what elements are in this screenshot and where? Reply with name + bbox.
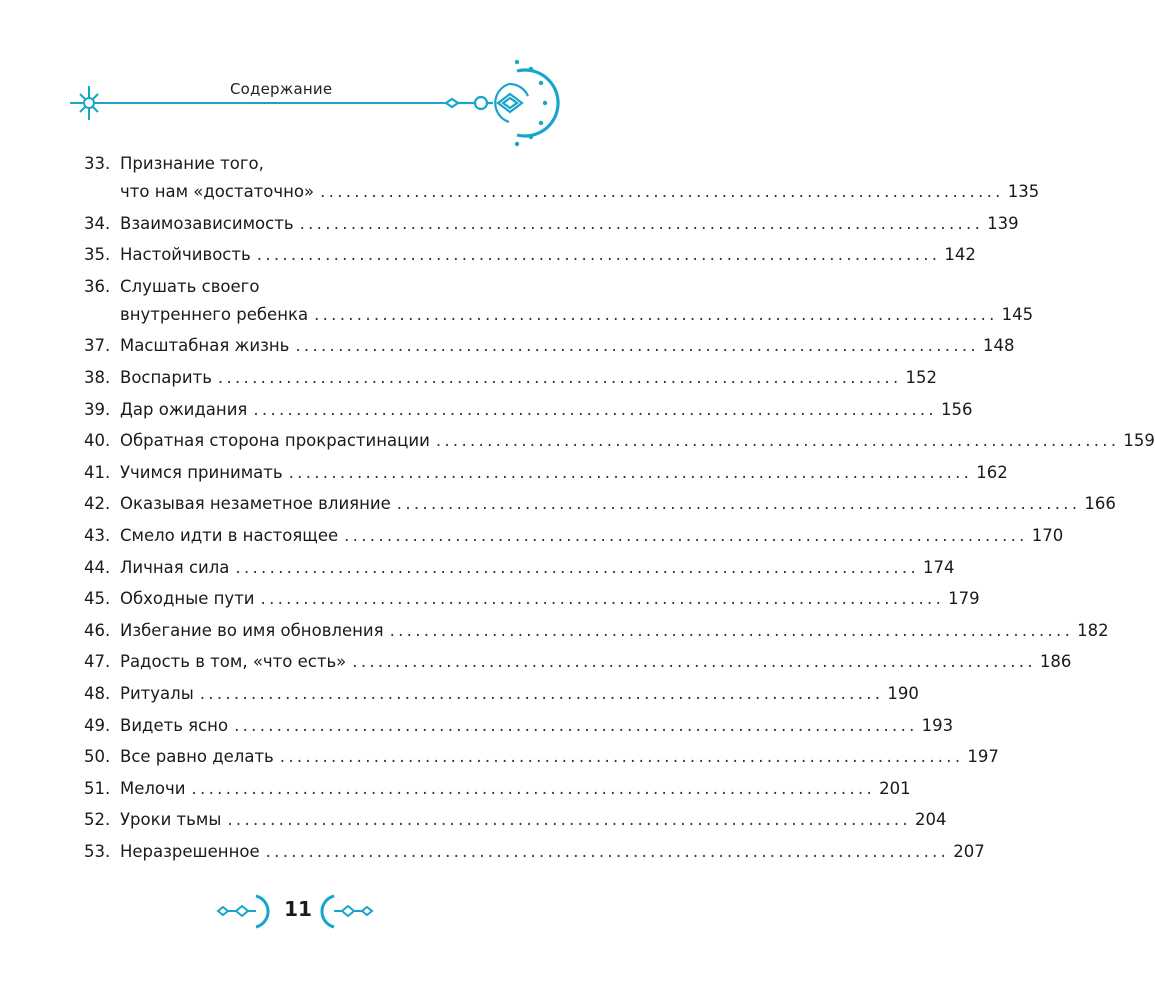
toc-entry-line <box>120 743 999 771</box>
toc-entry-number: 48. <box>84 684 111 703</box>
toc-entry-body <box>120 396 973 424</box>
toc-entry-number: 42. <box>84 494 111 514</box>
moon-dots-decoration <box>515 60 547 146</box>
toc-entry-body <box>120 241 976 269</box>
toc-entry[interactable] <box>84 712 954 740</box>
toc-entry-title: Обратная сторона прокрастинации <box>120 431 430 451</box>
toc-entry-page: 135 <box>1007 182 1040 201</box>
toc-entry-number: 46. <box>84 620 111 640</box>
dot-leader: ................................................................................ <box>389 620 1074 640</box>
toc-entry-page: 170 <box>1031 526 1064 545</box>
page-number: 11 <box>284 897 312 921</box>
toc-entry-line <box>120 150 502 178</box>
toc-entry-title: Дар ожидания <box>120 399 248 419</box>
toc-entry-page: 204 <box>914 810 947 830</box>
toc-entry-body <box>120 522 1064 550</box>
toc-entry-body <box>120 617 1109 645</box>
dot-leader: ................................................................................ <box>299 213 984 233</box>
dot-leader: ................................................................................ <box>217 368 902 387</box>
toc-entry-body <box>120 427 1155 455</box>
toc-entry-page: 186 <box>1039 652 1072 672</box>
toc-entry-page: 197 <box>967 747 999 767</box>
dot-leader: ................................................................................ <box>435 431 1120 451</box>
left-moon-ornament-icon <box>218 896 268 927</box>
toc-entry-number: 47. <box>84 652 111 672</box>
toc-entry-line <box>120 301 1034 329</box>
toc-entry-number: 43. <box>84 526 111 545</box>
toc-entry-title: Масштабная жизнь <box>120 336 290 356</box>
toc-entry-page: 162 <box>976 462 1008 482</box>
toc-entry-line <box>120 648 1072 676</box>
toc-entry[interactable] <box>84 838 985 866</box>
dot-leader: ................................................................................ <box>295 336 979 356</box>
toc-entry-number: 34. <box>84 213 111 233</box>
toc-entry-body <box>120 364 938 392</box>
dot-leader: ................................................................................ <box>352 652 1036 672</box>
toc-entry[interactable] <box>84 427 1155 455</box>
toc-entry-page: 193 <box>921 715 954 735</box>
toc-entry-line <box>120 585 980 613</box>
toc-entry-page: 201 <box>879 778 911 798</box>
toc-entry-page: 152 <box>905 368 938 387</box>
dot-leader: ................................................................................ <box>234 715 918 735</box>
dot-leader: ................................................................................ <box>253 399 937 419</box>
toc-entry[interactable] <box>84 490 1116 518</box>
toc-entry[interactable] <box>84 241 976 269</box>
toc-entry-number: 53. <box>84 842 111 861</box>
dot-leader: ................................................................................ <box>260 589 945 609</box>
toc-entry-body <box>120 838 985 866</box>
toc-entry-page: 166 <box>1084 494 1116 514</box>
toc-entry-title: Видеть ясно <box>120 715 229 735</box>
toc-entry-title: Оказывая незаметное влияние <box>120 494 391 514</box>
dot-leader: ................................................................................ <box>396 494 1081 514</box>
toc-entry-body <box>120 680 919 708</box>
toc-entry[interactable] <box>84 332 1015 360</box>
toc-entry-title: Смело идти в настоящее <box>120 526 339 545</box>
toc-entry-body <box>120 459 1008 487</box>
toc-entry-page: 159 <box>1123 431 1155 451</box>
toc-entry-number: 51. <box>84 778 111 798</box>
toc-entry-title: Взаимозависимость <box>120 213 294 233</box>
toc-entry-title: Слушать своего <box>120 276 260 296</box>
toc-entry-body <box>120 712 954 740</box>
toc-entry-number: 39. <box>84 399 111 419</box>
toc-entry-page: 174 <box>923 557 955 577</box>
toc-entry-title: внутреннего ребенка <box>120 304 309 324</box>
toc-entry-body <box>120 210 1019 238</box>
toc-entry-line <box>120 210 1019 238</box>
toc-entry-line <box>120 554 955 582</box>
toc-entry-number: 44. <box>84 557 111 577</box>
toc-entry[interactable] <box>84 617 1109 645</box>
toc-entry-number: 52. <box>84 810 111 830</box>
toc-entry-line <box>120 806 947 834</box>
toc-entry-page: 156 <box>940 399 973 419</box>
dot-leader: ................................................................................ <box>235 557 919 577</box>
toc-entry-body <box>120 585 980 613</box>
toc-entry-body <box>120 490 1116 518</box>
toc-entry[interactable] <box>84 554 955 582</box>
toc-entry-body <box>120 554 955 582</box>
toc-entry-number: 40. <box>84 431 111 451</box>
dot-leader: ................................................................................ <box>314 304 998 324</box>
toc-entry-body <box>120 775 911 803</box>
toc-entry-line <box>120 273 502 301</box>
toc-entry-number: 49. <box>84 715 111 735</box>
toc-entry-title: Личная сила <box>120 557 230 577</box>
toc-entry-line <box>120 427 1155 455</box>
toc-entry-line <box>120 775 911 803</box>
toc-entry-title: Воспарить <box>120 368 212 387</box>
toc-entry-line <box>120 712 954 740</box>
toc-entry-line <box>120 178 1040 206</box>
toc-entry-line <box>120 680 919 708</box>
dot-leader: ................................................................................ <box>320 182 1004 201</box>
toc-entry-title: Обходные пути <box>120 589 255 609</box>
page-header <box>0 0 619 150</box>
toc-entry-title: Избегание во имя обновления <box>120 620 384 640</box>
toc-entry-title: Ритуалы <box>120 684 194 703</box>
toc-entry-number: 35. <box>84 245 111 265</box>
toc-entry[interactable] <box>84 585 980 613</box>
toc-entry-title: Настойчивость <box>120 245 251 265</box>
toc-entry-number: 50. <box>84 747 111 767</box>
toc-entry-number: 33. <box>84 154 111 173</box>
toc-entry-page: 148 <box>982 336 1015 356</box>
toc-entry-title: Радость в том, «что есть» <box>120 652 347 672</box>
toc-entry-title: Учимся принимать <box>120 462 283 482</box>
dot-leader: ................................................................................ <box>199 684 884 703</box>
toc-entry[interactable] <box>84 648 1072 676</box>
crescent-moon-ornament-icon <box>446 70 558 136</box>
toc-entry-line <box>120 332 1015 360</box>
toc-entry-number: 37. <box>84 336 111 356</box>
toc-entry-body <box>120 648 1072 676</box>
toc-entry-body <box>120 273 1034 329</box>
toc-entry[interactable] <box>84 210 1019 238</box>
toc-entry-body <box>120 332 1015 360</box>
toc-entry[interactable] <box>84 743 999 771</box>
toc-entry-line <box>120 364 938 392</box>
toc-entry-title: Мелочи <box>120 778 186 798</box>
toc-entry-number: 36. <box>84 276 111 296</box>
dot-leader: ................................................................................ <box>265 842 950 861</box>
dot-leader: ................................................................................ <box>279 747 964 767</box>
toc-entry-page: 179 <box>948 589 980 609</box>
toc-entry[interactable] <box>84 775 911 803</box>
toc-entry-title: Все равно делать <box>120 747 274 767</box>
toc-entry[interactable] <box>84 364 938 392</box>
dot-leader: ................................................................................ <box>256 245 941 265</box>
toc-entry-number: 41. <box>84 462 111 482</box>
toc-entry-title: Неразрешенное <box>120 842 260 861</box>
toc-entry[interactable] <box>84 396 973 424</box>
toc-entry-title: что нам «достаточно» <box>120 182 315 201</box>
dot-leader: ................................................................................ <box>227 810 911 830</box>
toc-entry-page: 182 <box>1077 620 1109 640</box>
star-ornament-icon <box>70 86 108 120</box>
toc-entry[interactable] <box>84 459 1008 487</box>
section-title: Содержание <box>230 80 333 98</box>
toc-entry-page: 190 <box>887 684 919 703</box>
toc-entry-number: 45. <box>84 589 111 609</box>
toc-entry[interactable] <box>84 806 947 834</box>
toc-entry-page: 139 <box>987 213 1019 233</box>
toc-entry[interactable] <box>84 273 1034 329</box>
toc-entry-body <box>120 150 1040 206</box>
toc-entry-title: Уроки тьмы <box>120 810 222 830</box>
toc-entry[interactable] <box>84 522 1064 550</box>
dot-leader: ................................................................................ <box>288 462 973 482</box>
toc-entry-line <box>120 522 1064 550</box>
toc-entry-number: 38. <box>84 368 111 387</box>
toc-entry-line <box>120 838 985 866</box>
toc-entry-line <box>120 241 976 269</box>
toc-entry-page: 145 <box>1001 304 1034 324</box>
toc-entry[interactable] <box>84 150 1040 206</box>
toc-entry-line <box>120 617 1109 645</box>
toc-entry-page: 207 <box>953 842 985 861</box>
header-rule <box>0 0 619 150</box>
right-moon-ornament-icon <box>322 896 372 927</box>
toc-entry-line <box>120 490 1116 518</box>
dot-leader: ................................................................................ <box>344 526 1028 545</box>
toc-entry-page: 142 <box>944 245 976 265</box>
toc-entry-title: Признание того, <box>120 154 264 173</box>
toc-entry-body <box>120 806 947 834</box>
toc-entry[interactable] <box>84 680 919 708</box>
toc-entry-line <box>120 396 973 424</box>
toc-entry-body <box>120 743 999 771</box>
dot-leader: ................................................................................ <box>191 778 876 798</box>
toc-entry-line <box>120 459 1008 487</box>
